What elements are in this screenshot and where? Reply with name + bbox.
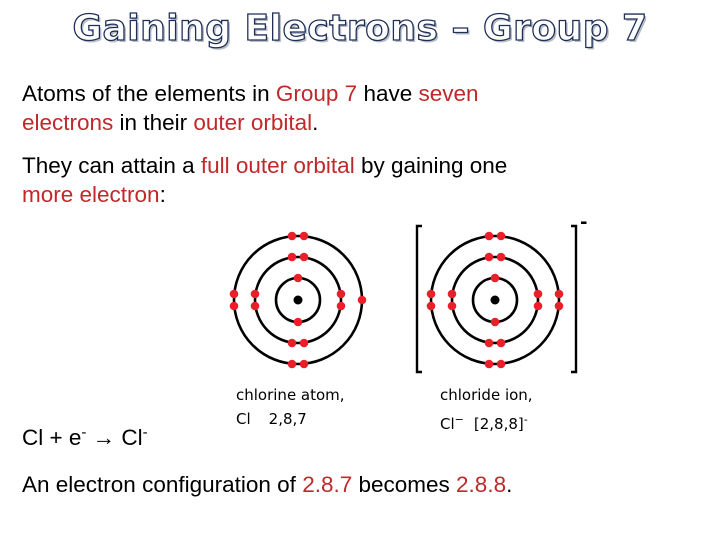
highlight-config-atom: 2.8.7 [302,472,353,497]
ion-bracket-right [571,226,576,372]
equation-left: Cl + e [22,425,82,450]
slide-title: Gaining Electrons – Group 7 [72,8,648,49]
atom-electron [358,296,367,305]
ion-charge: - [142,424,148,441]
paragraph-group7 [22,79,702,137]
text: They can attain a [22,153,201,178]
ion-electron [427,290,436,299]
ion-electron [491,318,500,327]
ion-bracket-left [417,226,422,372]
ion-caption-name: chloride ion, [440,386,533,404]
atom-electron [300,360,309,369]
text: . [506,472,513,497]
ion-electron [485,339,494,348]
text: . [312,110,319,135]
ion-caption-config [440,411,528,433]
ion-electron [555,302,564,311]
atom-electron [337,290,346,299]
text: in their [113,110,194,135]
atom-electron [300,339,309,348]
text: : [159,182,166,207]
atom-electron [288,339,297,348]
ion-electron [485,360,494,369]
ion-caption-charge: − [454,413,464,426]
highlight-full-outer-orbital: full outer orbital [200,153,355,178]
ion-electron [497,232,506,241]
atom-electron [288,232,297,241]
chlorine-atom-diagram [230,232,367,369]
ion-electron [497,339,506,348]
text: have [357,81,419,106]
chloride-ion-diagram [427,232,564,369]
text: by gaining one [354,153,508,178]
ion-caption-symbol: Cl [440,415,455,433]
ion-electron [485,232,494,241]
atom-caption-numbers: 2,8,7 [268,410,307,428]
text: becomes [352,472,457,497]
ion-electron [427,302,436,311]
ion-electron [448,290,457,299]
electron-shell-diagram [222,212,598,437]
ion-electron [555,290,564,299]
ion-electron [534,302,543,311]
highlight-electrons: electrons [22,110,114,135]
atom-electron [230,302,239,311]
paragraph-full-orbital [22,151,702,209]
atom-electron [230,290,239,299]
atom-electron [294,318,303,327]
ion-charge-label: - [580,212,588,233]
ion-electron [485,253,494,262]
atom-caption-symbol: Cl [236,410,251,428]
ion-caption-numbers: [2,8,8] [473,415,524,433]
atom-electron [288,360,297,369]
highlight-seven: seven [418,81,479,106]
highlight-config-ion: 2.8.8 [456,472,507,497]
atom-electron [251,302,260,311]
ion-electron [497,360,506,369]
highlight-outer-orbital: outer orbital [193,110,313,135]
highlight-more-electron: more electron [22,182,160,207]
atom-electron [300,253,309,262]
atom-electron [294,274,303,283]
atom-caption-name: chlorine atom, [236,386,345,404]
equation-right: → Cl [86,425,143,450]
atom-electron [288,253,297,262]
atom-electron [337,302,346,311]
atom-electron [251,290,260,299]
electron-charge: - [81,424,87,441]
ionization-equation [22,423,148,453]
ion-electron [534,290,543,299]
highlight-group7: Group 7 [275,81,358,106]
text: An electron configuration of [22,472,303,497]
ion-nucleus [491,296,500,305]
text: Atoms of the elements in [22,81,276,106]
ion-caption-bracket-charge: - [523,413,528,426]
atom-electron [300,232,309,241]
ion-electron [497,253,506,262]
configuration-sentence [22,470,512,499]
ion-electron [491,274,500,283]
atom-caption-config [236,411,307,428]
atom-nucleus [294,296,303,305]
ion-electron [448,302,457,311]
